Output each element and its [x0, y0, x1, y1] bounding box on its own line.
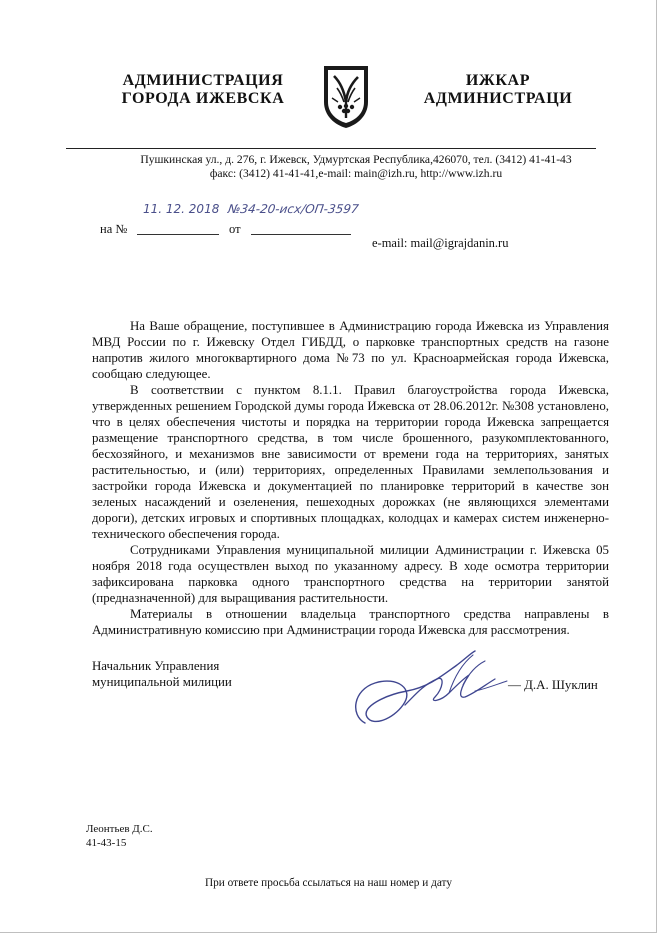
izhevsk-coat-of-arms-icon: [320, 62, 372, 130]
executor-phone: 41-43-15: [86, 837, 127, 849]
org-name-udmurt: [415, 72, 581, 108]
signer-title-line: Начальник Управления: [92, 659, 220, 673]
header-divider: [66, 148, 596, 149]
signer-name: — Д.А. Шуклин: [508, 678, 598, 692]
recipient-email: e-mail: mail@igrajdanin.ru: [372, 236, 509, 250]
signer-title-line: муниципальной милиции: [92, 675, 232, 689]
org-name-line: ИЖКАР: [465, 72, 531, 89]
reply-to-date-label: от: [229, 222, 241, 236]
address-line: Пушкинская ул., д. 276, г. Ижевск, Удмуртская Республика,426070, тел. (3412) 41-41-43: [140, 153, 572, 166]
reply-to-number-label: на №: [100, 222, 128, 236]
executor-info: [86, 822, 153, 850]
reply-to-date-blank: [251, 234, 351, 235]
org-name-line: АДМИНИСТРАЦИЯ: [122, 72, 284, 89]
letter-body: [92, 318, 609, 638]
signer-title: [92, 658, 232, 690]
body-paragraph: Материалы в отношении владельца транспортного средства направлены в Административную комиссию при Администрации города Ижевска для рассмотрения.: [92, 607, 609, 637]
body-paragraph: На Ваше обращение, поступившее в Администрацию города Ижевска из Управления МВД России по г. Ижевску Отдел ГИБДД, о парковке транспортных средств на газоне напротив жилого многоквартирного дома №73 по ул. Красноармейская города Ижевска, сообщаю следующее.: [92, 319, 609, 381]
outgoing-number: 34-20-исх/ОП-3597: [239, 202, 360, 216]
handwritten-signature: [345, 645, 520, 735]
org-name-russian: [110, 72, 296, 108]
fax-email-line: факс: (3412) 41-41-41,e-mail: main@izh.ru, http://www.izh.ru: [209, 167, 503, 180]
handwritten-number: [227, 202, 360, 216]
handwritten-date: 11. 12. 2018: [143, 202, 220, 216]
reply-to-number-blank: [137, 234, 219, 235]
reply-instruction: При ответе просьба ссылаться на наш номер и дату: [204, 877, 452, 889]
org-name-line: ГОРОДА ИЖЕВСКА: [121, 90, 285, 107]
body-paragraph: В соответствии с пунктом 8.1.1. Правил благоустройства города Ижевска, утвержденных решением Городской думы города Ижевска от 28.06.2012г. №308 установлено, что в целях обеспечения чистоты и порядка на территории города Ижевска запрещается размещение транспортного средства, в том числе брошенного, разукомплектованного, бесхозяйного, и механизмов вне зависимости от времени года на территориях, занятых растительностью, и (или) территориях, определенных Правилами землепользования и застройки города Ижевска и документацией по планировке территорий в качестве зон зеленых насаждений и озеленения, пешеходных дорожках (не являющихся элементами дороги), детских игровых и спортивных площадках, колодцах и камерах систем инженерно-технического обеспечения города.: [92, 383, 609, 541]
executor-name: Леонтьев Д.С.: [86, 823, 153, 835]
body-paragraph: Сотрудниками Управления муниципальной милиции Администрации г. Ижевска 05 ноября 2018 года осуществлен выход по указанному адресу. В ходе осмотра территории зафиксирована парковка одного транспортного средства на территории занятой (предназначенной) для выращивания растительности.: [92, 543, 609, 605]
contact-info: [66, 153, 646, 181]
org-name-line: АДМИНИСТРАЦИ: [423, 90, 573, 107]
number-sign: №: [227, 202, 242, 216]
